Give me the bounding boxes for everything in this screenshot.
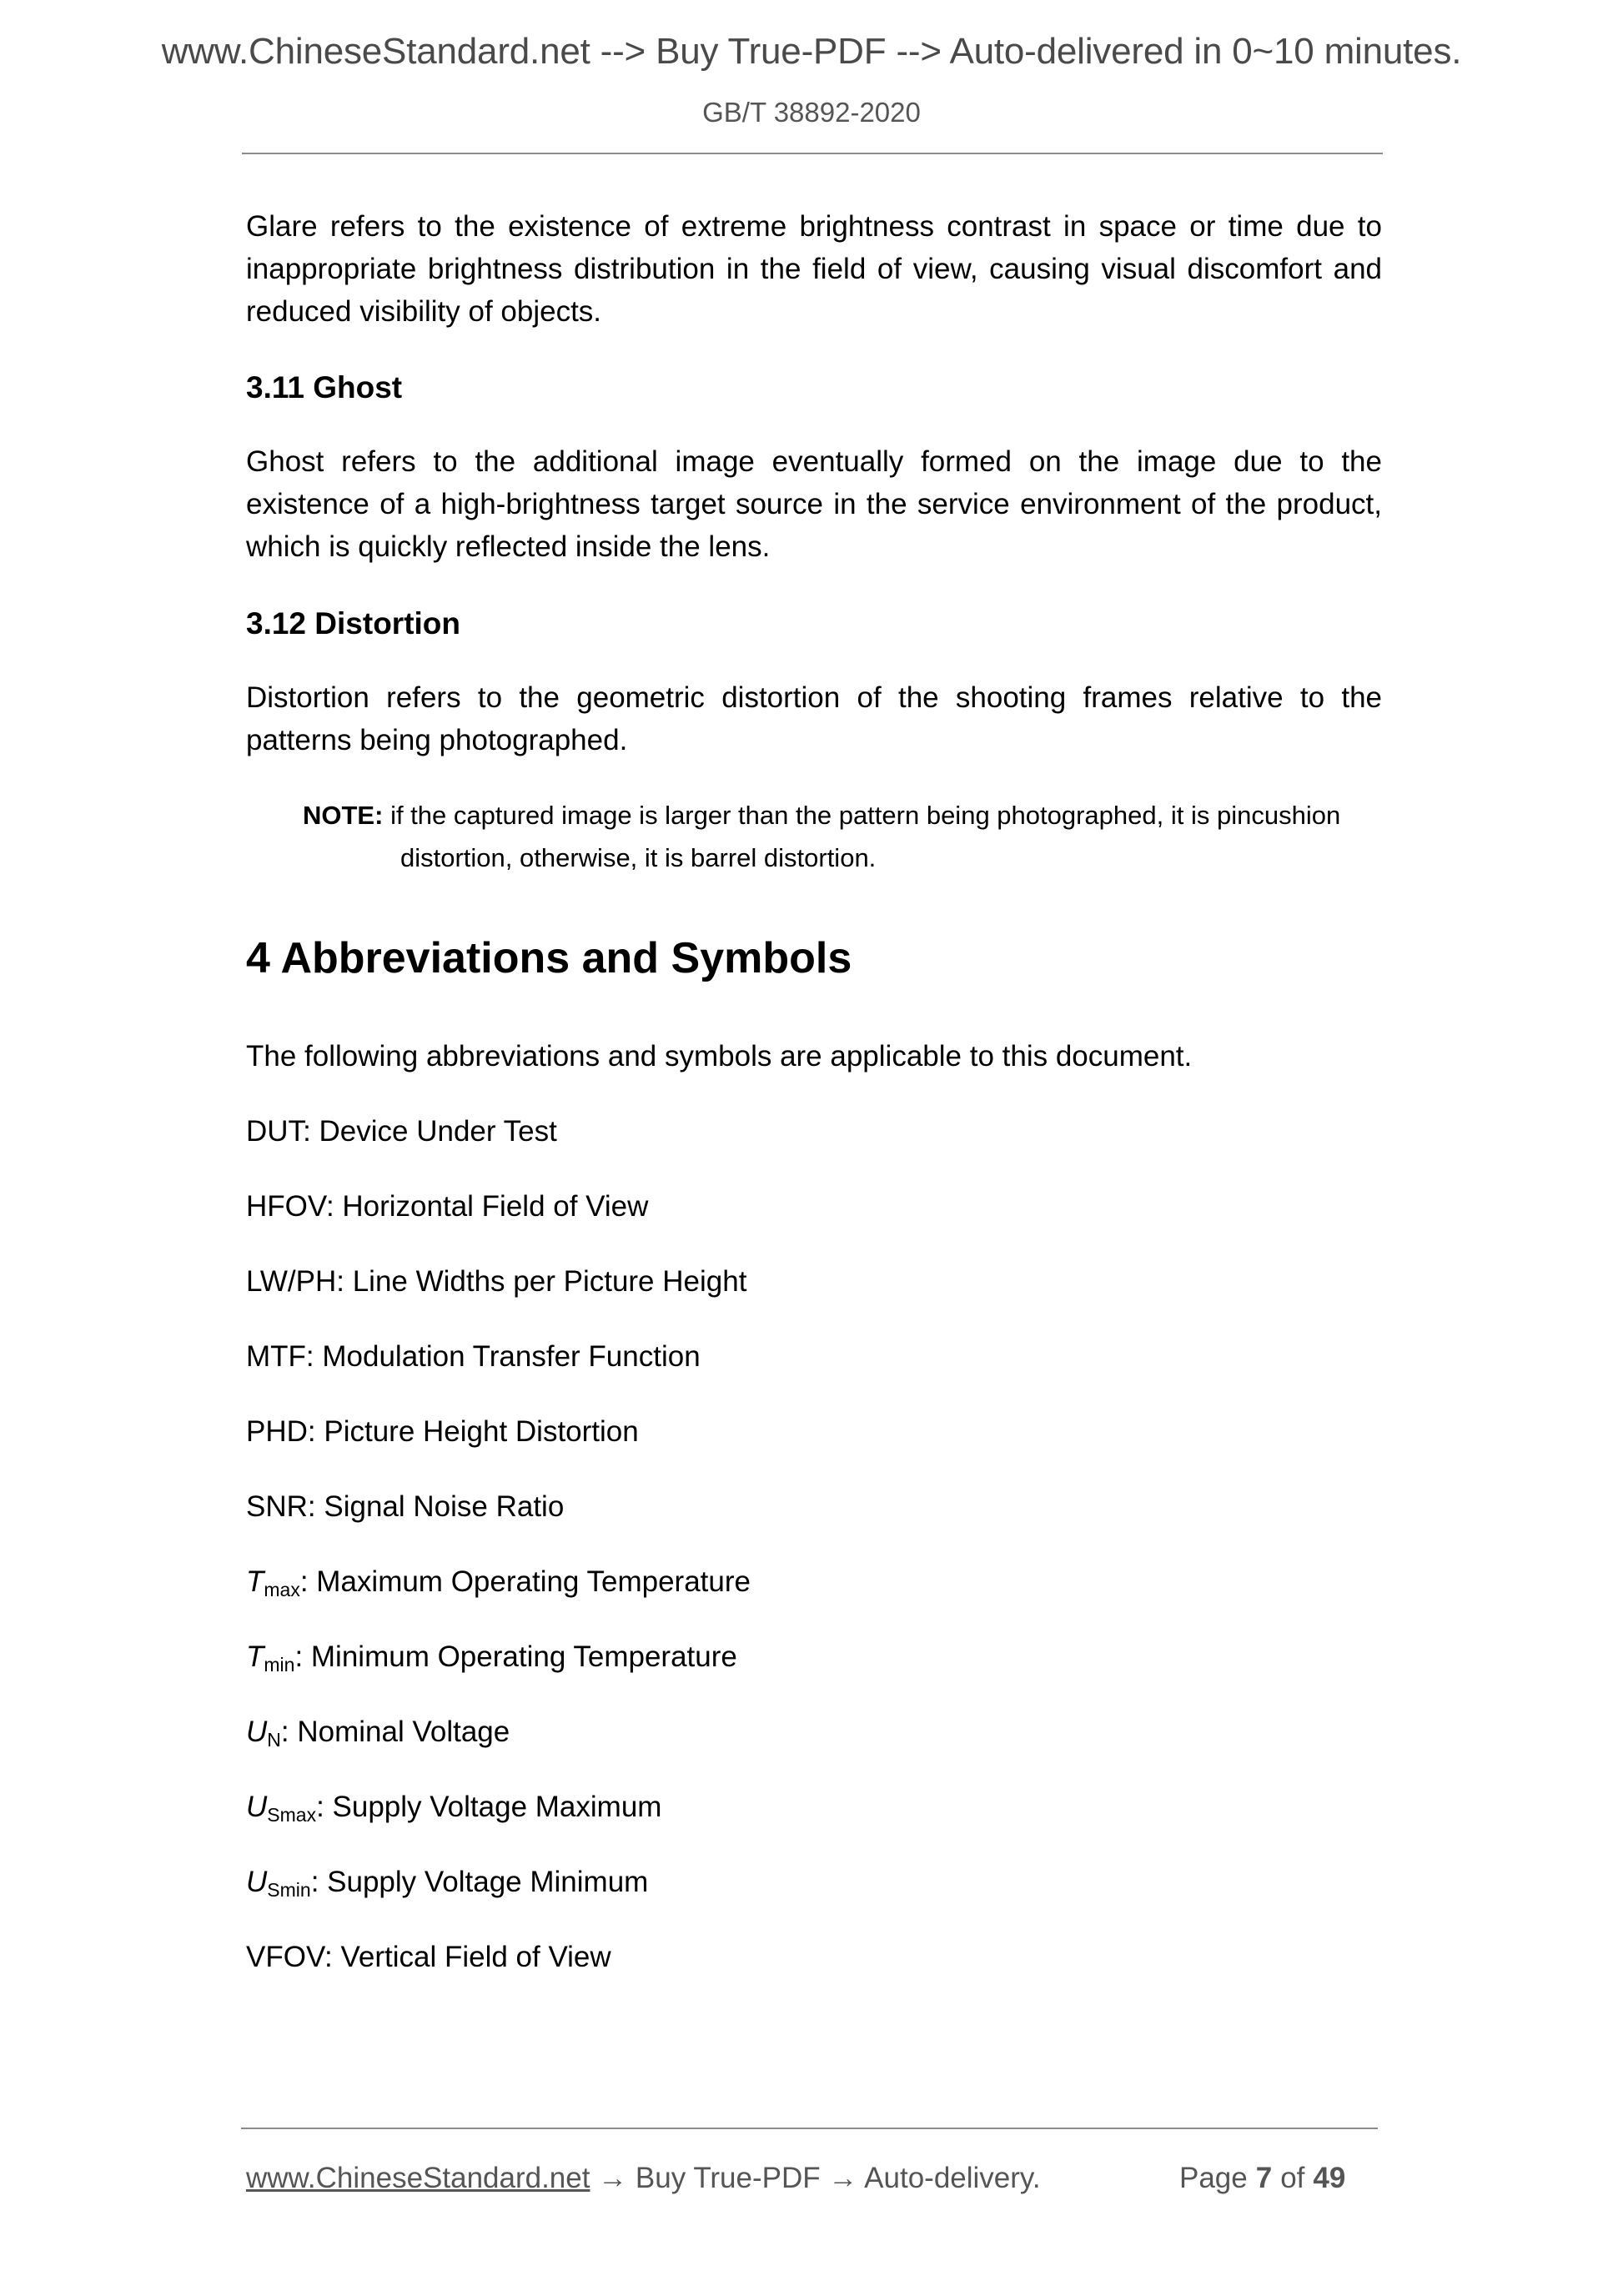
note-label: NOTE: (303, 801, 384, 830)
abbreviation-definition: : Maximum Operating Temperature (299, 1565, 751, 1598)
abbreviation-symbol: HFOV (246, 1190, 326, 1223)
abbreviation-subscript: max (264, 1579, 300, 1600)
section-heading-ghost: 3.11 Ghost (246, 370, 403, 404)
header-divider (242, 153, 1383, 154)
abbreviation-symbol: U (246, 1866, 268, 1898)
page-indicator (1179, 2163, 1345, 2193)
abbreviation-definition: : Supply Voltage Minimum (310, 1866, 649, 1898)
abbreviation-item (246, 1117, 557, 1146)
page-current: 7 (1255, 2162, 1273, 2194)
footer-promo-text: → Buy True-PDF → Auto-delivery. (590, 2162, 1041, 2194)
abbreviation-item (246, 1192, 648, 1221)
abbreviation-symbol: MTF (246, 1340, 306, 1373)
abbreviation-item (246, 1791, 662, 1826)
footer-promo (246, 2163, 1041, 2193)
abbreviation-item (246, 1866, 649, 1901)
abbreviations-intro: The following abbreviations and symbols are applicable to this document. (246, 1040, 1193, 1073)
abbreviation-item (246, 1716, 510, 1751)
abbreviation-definition: : Vertical Field of View (324, 1941, 611, 1973)
abbreviation-symbol: VFOV (246, 1941, 324, 1973)
glare-definition: Glare refers to the existence of extreme brightness contrast in space or time due to inappropriate brightness distribution in the field of view, causing visual discomfort and reduced visibility of objects. (246, 210, 1382, 328)
abbreviation-definition: : Supply Voltage Maximum (316, 1791, 662, 1823)
abbreviation-item (246, 1492, 564, 1521)
abbreviation-subscript: N (267, 1729, 281, 1751)
abbreviation-symbol: U (246, 1716, 268, 1748)
ghost-definition: Ghost refers to the additional image eventually formed on the image due to the existence of a high-brightness target source in the service environment of the product, which is quickly reflected inside the lens. (246, 445, 1382, 563)
abbreviation-definition: : Signal Noise Ratio (307, 1490, 565, 1523)
page-label: Page (1179, 2162, 1248, 2194)
abbreviation-definition: : Modulation Transfer Function (305, 1340, 701, 1373)
abbreviation-symbol: T (246, 1640, 264, 1673)
abbreviation-item (246, 1417, 639, 1446)
abbreviation-symbol: T (246, 1565, 264, 1598)
abbreviation-subscript: Smin (267, 1879, 311, 1901)
abbreviation-symbol: SNR (246, 1490, 308, 1523)
abbreviation-subscript: min (264, 1654, 295, 1676)
footer-site-link[interactable]: www.ChineseStandard.net (246, 2162, 590, 2194)
abbreviation-symbol: U (246, 1791, 268, 1823)
note-line-1: if the captured image is larger than the pattern being photographed, it is pincushion (390, 801, 1341, 830)
abbreviation-definition: : Picture Height Distortion (307, 1415, 639, 1448)
distortion-definition: Distortion refers to the geometric distortion of the shooting frames relative to the patterns being photographed. (246, 681, 1382, 756)
footer-divider (241, 2128, 1378, 2129)
abbreviation-item (246, 1342, 701, 1371)
abbreviation-subscript: Smax (267, 1804, 317, 1826)
abbreviation-item (246, 1942, 611, 1972)
standard-code: GB/T 38892-2020 (702, 97, 921, 128)
note-line-2: distortion, otherwise, it is barrel distortion. (400, 843, 877, 872)
page-of-label: of (1280, 2162, 1305, 2194)
page-total: 49 (1313, 2162, 1346, 2194)
section-heading-abbreviations: 4 Abbreviations and Symbols (246, 934, 852, 982)
header-banner: www.ChineseStandard.net --> Buy True-PDF --> Auto-delivered in 0~10 minutes. (161, 31, 1462, 72)
abbreviation-definition: : Line Widths per Picture Height (336, 1265, 747, 1298)
abbreviation-definition: : Minimum Operating Temperature (294, 1640, 737, 1673)
abbreviation-item (246, 1640, 737, 1676)
section-heading-distortion: 3.12 Distortion (246, 606, 460, 641)
abbreviation-symbol: PHD (246, 1415, 308, 1448)
abbreviation-item (246, 1267, 746, 1296)
abbreviation-definition: : Nominal Voltage (280, 1716, 510, 1748)
abbreviation-definition: : Device Under Test (303, 1115, 557, 1148)
distortion-note (303, 794, 1382, 837)
abbreviation-symbol: LW/PH (246, 1265, 337, 1298)
distortion-note-continued (400, 837, 1382, 879)
abbreviation-item (246, 1565, 751, 1600)
abbreviation-definition: : Horizontal Field of View (325, 1190, 649, 1223)
abbreviation-symbol: DUT (246, 1115, 304, 1148)
